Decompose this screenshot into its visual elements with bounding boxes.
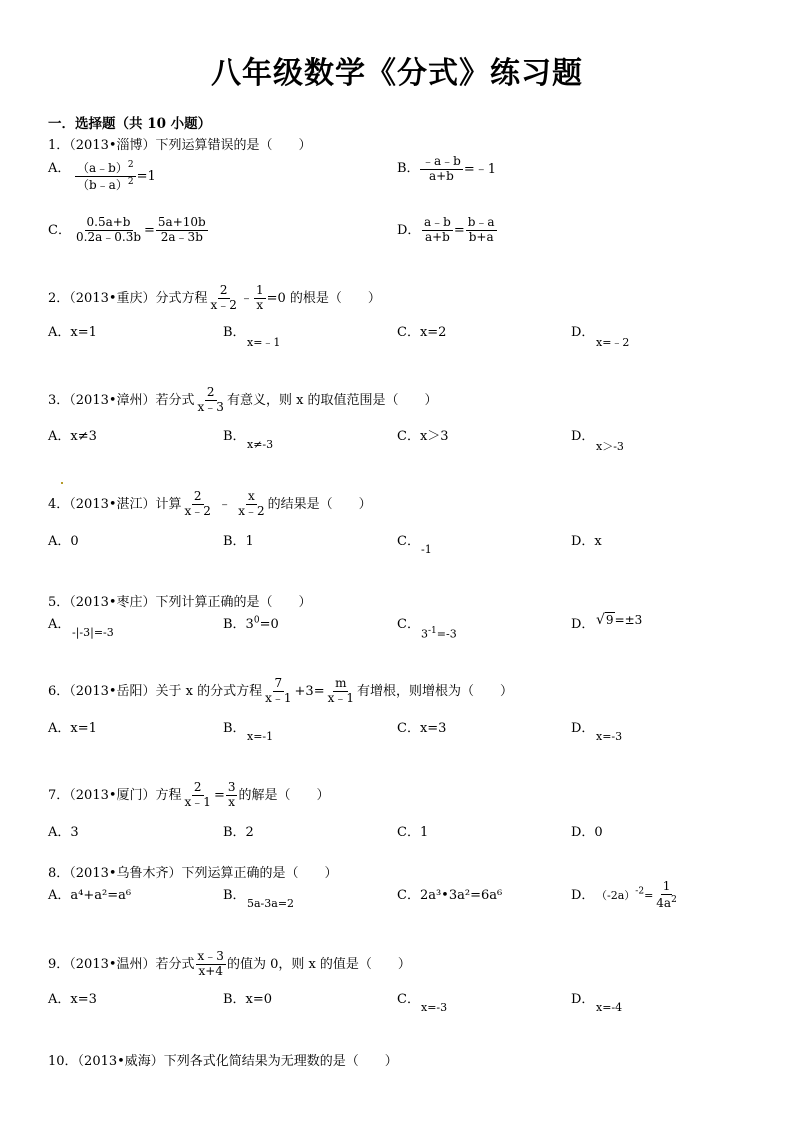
q1-option-d-label: D． (397, 223, 421, 238)
q6-option-c: C．x=3 (397, 721, 447, 736)
q5-option-a: -|-3|=-3 (72, 626, 114, 639)
q9-option-a: A．x=3 (48, 992, 97, 1007)
q2-option-c: C．x=2 (397, 325, 447, 340)
question-6-stem: 6．（2013•岳阳）关于 x 的分式方程 $\frac{7}{x﹣1}$ +3= $\frac{m}{x﹣1}$ 有增根，则增根为（ ） (48, 676, 514, 705)
question-7-stem: 7．（2013•厦门）方程 $\frac{2}{x﹣1}$ = $\frac{3}{x}$ 的解是（ ） (48, 780, 330, 809)
q1-option-b-label: B． (397, 161, 420, 176)
q8-option-a: A．a⁴+a²=a⁶ (48, 888, 132, 903)
q8-option-d-label: D． (571, 888, 595, 903)
section-heading: 一．选择题（共 10 小题） (48, 116, 212, 132)
q3-option-b: x≠-3 (247, 438, 274, 451)
q3-option-b-label: B． (223, 429, 246, 444)
question-10-stem: 10．（2013•威海）下列各式化简结果为无理数的是（ ） (48, 1054, 398, 1069)
q4-option-c-label: C． (397, 534, 420, 549)
question-8-stem: 8．（2013•乌鲁木齐）下列运算正确的是（ ） (48, 866, 338, 881)
q1-option-d: $\frac{a﹣b}{a+b}$ = $\frac{b﹣a}{b+a}$ (424, 215, 495, 244)
q6-option-b-label: B． (223, 721, 246, 736)
stray-mark (61, 482, 63, 484)
question-2-stem: 2．（2013•重庆）分式方程 $\frac{2}{x﹣2}$ ﹣ $\frac{1}{x}$ =0 的根是（ ） (48, 283, 381, 312)
q2-option-b: x=﹣1 (247, 336, 281, 349)
q3-option-d: x＞-3 (596, 440, 624, 453)
question-5-stem: 5．（2013•枣庄）下列计算正确的是（ ） (48, 595, 312, 610)
q5-option-d: √9=±3 (596, 612, 643, 628)
question-4-stem: 4．（2013•湛江）计算 $\frac{2}{x﹣2}$ ﹣ $\frac{x}{x﹣2}$ 的结果是（ ） (48, 489, 372, 518)
page-title: 八年级数学《分式》练习题 (211, 56, 583, 91)
q5-option-c-label: C． (397, 617, 420, 632)
q4-option-b: B．1 (223, 534, 254, 549)
q7-option-b: B．2 (223, 825, 254, 840)
q8-option-c: C．2a³•3a²=6a⁶ (397, 888, 503, 903)
q5-option-b: B．$3^0=0$ (223, 615, 279, 632)
q1-option-a-label: A． (48, 161, 71, 176)
q3-option-a: A．x≠3 (48, 429, 97, 444)
q7-option-a: A．3 (48, 825, 79, 840)
question-1-stem: 1．（2013•淄博）下列运算错误的是（ ） (48, 138, 312, 153)
q6-option-a: A．x=1 (48, 721, 97, 736)
q7-option-c: C．1 (397, 825, 429, 840)
q5-option-c: $3^{-1}=-3$ (421, 626, 457, 641)
q2-option-a: A．x=1 (48, 325, 97, 340)
q2-option-d: x=﹣2 (596, 336, 630, 349)
q9-option-d-label: D． (571, 992, 595, 1007)
q2-option-d-label: D． (571, 325, 595, 340)
q3-option-c: C．x＞3 (397, 429, 449, 444)
question-9-stem: 9．（2013•温州）若分式 $\frac{x﹣3}{x+4}$ 的值为 0，则 x 的值是（ ） (48, 949, 411, 978)
q9-option-b: B．x=0 (223, 992, 273, 1007)
q8-option-b-label: B． (223, 888, 246, 903)
q8-option-d: $(-2a)^{-2}=$ $\frac{1}{4a^2}$ (596, 879, 677, 910)
q6-option-d: x=-3 (596, 730, 623, 743)
q1-option-a: $\frac{(a﹣b)^2}{(b﹣a)^2}$ =1 (77, 160, 156, 192)
q1-a-fraction: $\frac{(a﹣b)^2}{(b﹣a)^2}$ (77, 160, 134, 192)
q6-option-b: x=-1 (247, 730, 274, 743)
q9-option-c: x=-3 (421, 1001, 448, 1014)
q6-option-d-label: D． (571, 721, 595, 736)
q8-option-b: 5a-3a=2 (247, 897, 295, 910)
q9-option-c-label: C． (397, 992, 420, 1007)
sqrt-sign-icon: √ (596, 612, 605, 628)
q4-option-a: A．0 (48, 534, 79, 549)
q9-option-d: x=-4 (596, 1001, 623, 1014)
q7-option-d: D．0 (571, 825, 603, 840)
q4-option-d: D．x (571, 534, 602, 549)
q2-option-b-label: B． (223, 325, 246, 340)
q3-option-d-label: D． (571, 429, 595, 444)
q4-option-c: -1 (421, 543, 432, 556)
question-3-stem: 3．（2013•漳州）若分式 $\frac{2}{x﹣3}$ 有意义，则 x 的取值范围是（ ） (48, 385, 438, 414)
q1-option-c-label: C． (48, 223, 71, 238)
q1-option-c: $\frac{0.5a+b}{0.2a﹣0.3b}$ = $\frac{5a+10b}{2a﹣3b}$ (76, 215, 206, 244)
q1-option-b: $\frac{﹣a﹣b}{a+b}$ =﹣1 (422, 154, 497, 183)
q5-option-d-label: D． (571, 617, 595, 632)
q5-option-a-label: A． (48, 617, 71, 632)
